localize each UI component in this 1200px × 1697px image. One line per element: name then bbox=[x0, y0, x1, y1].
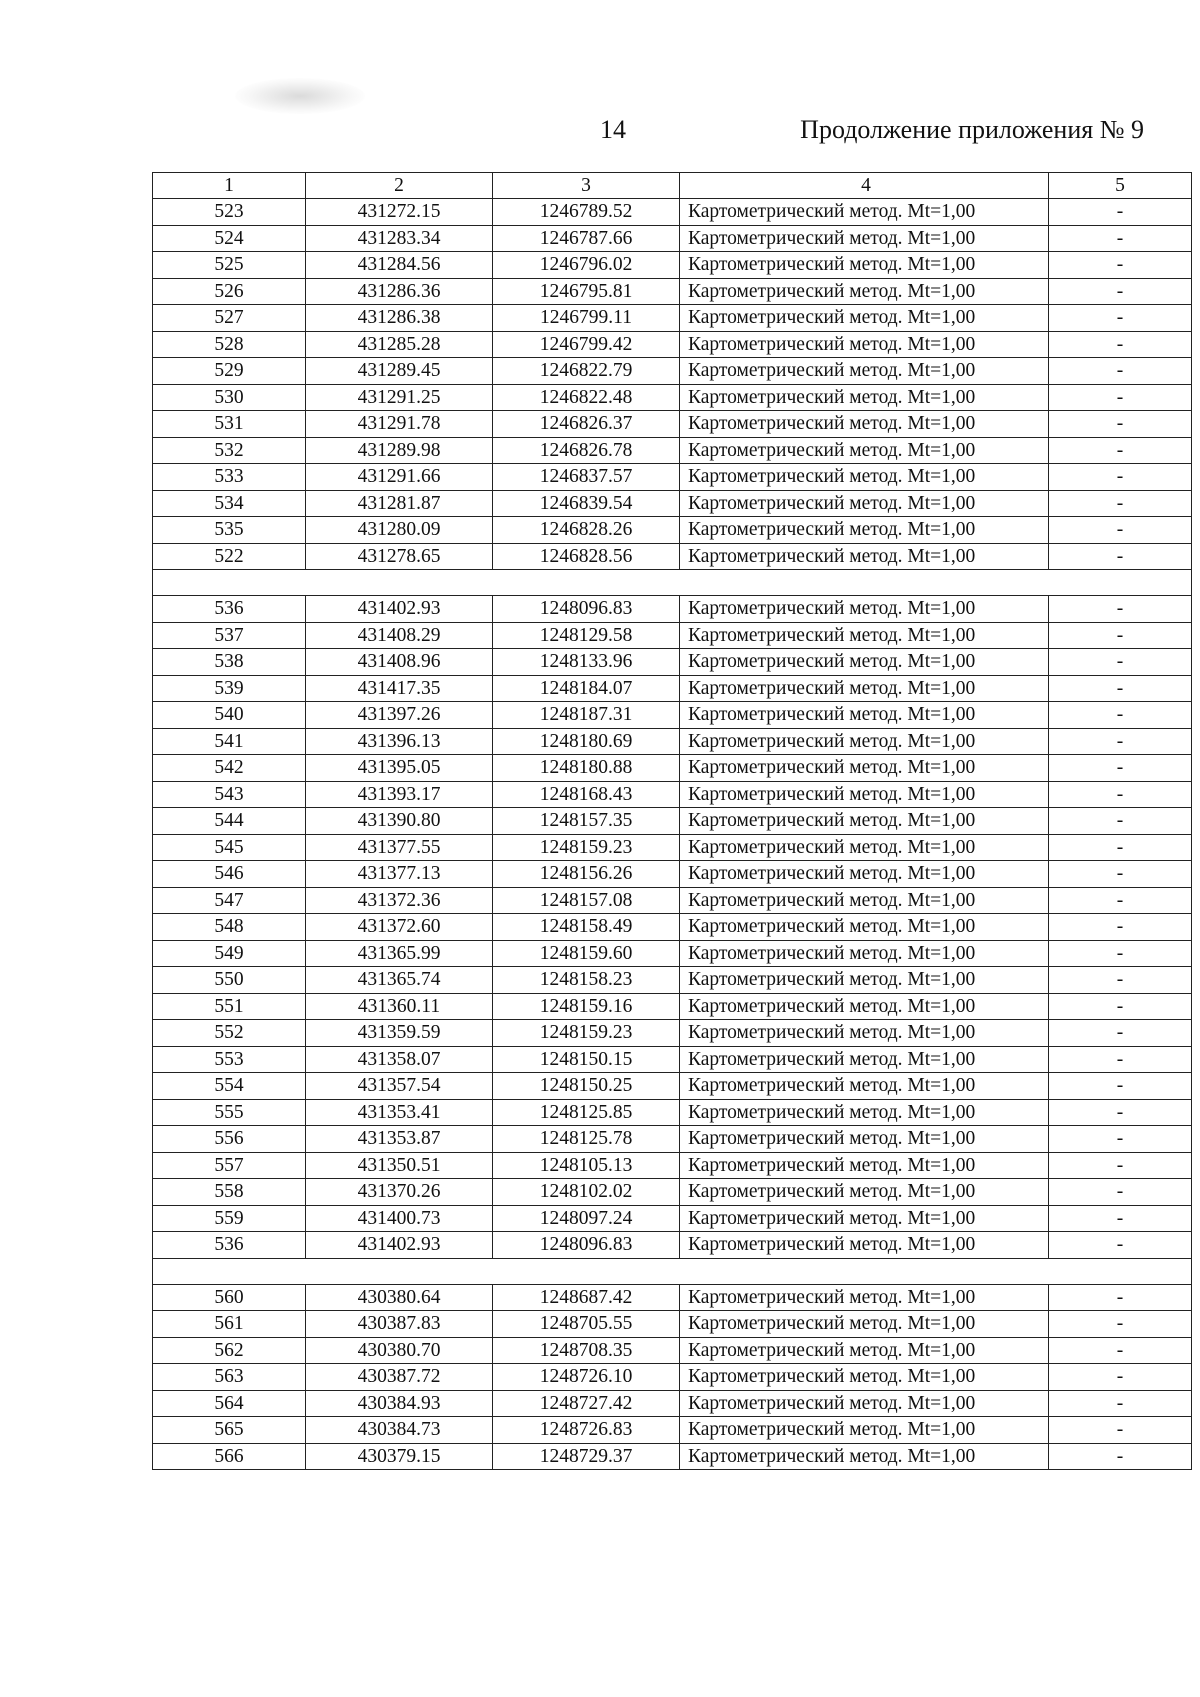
method-cell: Картометрический метод. Mt=1,00 bbox=[680, 755, 1049, 782]
point-number-cell: 557 bbox=[153, 1152, 306, 1179]
x-coordinate-cell: 431285.28 bbox=[306, 331, 493, 358]
point-number-cell: 534 bbox=[153, 490, 306, 517]
note-cell: - bbox=[1049, 490, 1192, 517]
y-coordinate-cell: 1246795.81 bbox=[493, 278, 680, 305]
point-number-cell: 526 bbox=[153, 278, 306, 305]
y-coordinate-cell: 1248133.96 bbox=[493, 649, 680, 676]
point-number-cell: 559 bbox=[153, 1205, 306, 1232]
x-coordinate-cell: 430384.93 bbox=[306, 1390, 493, 1417]
y-coordinate-cell: 1246799.11 bbox=[493, 305, 680, 332]
point-number-cell: 565 bbox=[153, 1417, 306, 1444]
table-row bbox=[153, 517, 1192, 544]
point-number-cell: 561 bbox=[153, 1311, 306, 1338]
group-separator-row bbox=[153, 570, 1192, 596]
y-coordinate-cell: 1248159.23 bbox=[493, 1020, 680, 1047]
coordinates-table bbox=[152, 172, 1192, 1470]
method-cell: Картометрический метод. Mt=1,00 bbox=[680, 993, 1049, 1020]
point-number-cell: 523 bbox=[153, 199, 306, 226]
method-cell: Картометрический метод. Mt=1,00 bbox=[680, 517, 1049, 544]
note-cell: - bbox=[1049, 384, 1192, 411]
column-header: 5 bbox=[1049, 173, 1192, 199]
method-cell: Картометрический метод. Mt=1,00 bbox=[680, 967, 1049, 994]
y-coordinate-cell: 1246837.57 bbox=[493, 464, 680, 491]
y-coordinate-cell: 1248726.10 bbox=[493, 1364, 680, 1391]
y-coordinate-cell: 1248096.83 bbox=[493, 596, 680, 623]
table-row bbox=[153, 1311, 1192, 1338]
point-number-cell: 539 bbox=[153, 675, 306, 702]
y-coordinate-cell: 1248159.60 bbox=[493, 940, 680, 967]
table-row bbox=[153, 411, 1192, 438]
note-cell: - bbox=[1049, 1390, 1192, 1417]
method-cell: Картометрический метод. Mt=1,00 bbox=[680, 225, 1049, 252]
point-number-cell: 553 bbox=[153, 1046, 306, 1073]
x-coordinate-cell: 431353.41 bbox=[306, 1099, 493, 1126]
note-cell: - bbox=[1049, 278, 1192, 305]
table-row bbox=[153, 1364, 1192, 1391]
x-coordinate-cell: 431395.05 bbox=[306, 755, 493, 782]
x-coordinate-cell: 431408.96 bbox=[306, 649, 493, 676]
x-coordinate-cell: 431291.78 bbox=[306, 411, 493, 438]
x-coordinate-cell: 431370.26 bbox=[306, 1179, 493, 1206]
point-number-cell: 551 bbox=[153, 993, 306, 1020]
note-cell: - bbox=[1049, 1205, 1192, 1232]
y-coordinate-cell: 1246787.66 bbox=[493, 225, 680, 252]
table-row bbox=[153, 543, 1192, 570]
method-cell: Картометрический метод. Mt=1,00 bbox=[680, 834, 1049, 861]
x-coordinate-cell: 431350.51 bbox=[306, 1152, 493, 1179]
x-coordinate-cell: 431278.65 bbox=[306, 543, 493, 570]
point-number-cell: 562 bbox=[153, 1337, 306, 1364]
note-cell: - bbox=[1049, 464, 1192, 491]
y-coordinate-cell: 1246828.56 bbox=[493, 543, 680, 570]
x-coordinate-cell: 431358.07 bbox=[306, 1046, 493, 1073]
table-row bbox=[153, 887, 1192, 914]
note-cell: - bbox=[1049, 305, 1192, 332]
x-coordinate-cell: 431360.11 bbox=[306, 993, 493, 1020]
method-cell: Картометрический метод. Mt=1,00 bbox=[680, 331, 1049, 358]
x-coordinate-cell: 431365.74 bbox=[306, 967, 493, 994]
method-cell: Картометрический метод. Mt=1,00 bbox=[680, 1179, 1049, 1206]
y-coordinate-cell: 1246826.78 bbox=[493, 437, 680, 464]
note-cell: - bbox=[1049, 808, 1192, 835]
point-number-cell: 524 bbox=[153, 225, 306, 252]
method-cell: Картометрический метод. Mt=1,00 bbox=[680, 411, 1049, 438]
note-cell: - bbox=[1049, 411, 1192, 438]
column-header: 3 bbox=[493, 173, 680, 199]
x-coordinate-cell: 431289.98 bbox=[306, 437, 493, 464]
point-number-cell: 547 bbox=[153, 887, 306, 914]
table-row bbox=[153, 649, 1192, 676]
x-coordinate-cell: 431377.55 bbox=[306, 834, 493, 861]
table-row bbox=[153, 1205, 1192, 1232]
method-cell: Картометрический метод. Mt=1,00 bbox=[680, 1126, 1049, 1153]
note-cell: - bbox=[1049, 1046, 1192, 1073]
group-separator-cell bbox=[153, 1258, 1192, 1284]
point-number-cell: 536 bbox=[153, 596, 306, 623]
note-cell: - bbox=[1049, 702, 1192, 729]
note-cell: - bbox=[1049, 967, 1192, 994]
x-coordinate-cell: 431365.99 bbox=[306, 940, 493, 967]
x-coordinate-cell: 431286.36 bbox=[306, 278, 493, 305]
x-coordinate-cell: 430384.73 bbox=[306, 1417, 493, 1444]
y-coordinate-cell: 1246828.26 bbox=[493, 517, 680, 544]
note-cell: - bbox=[1049, 781, 1192, 808]
point-number-cell: 542 bbox=[153, 755, 306, 782]
x-coordinate-cell: 431281.87 bbox=[306, 490, 493, 517]
note-cell: - bbox=[1049, 517, 1192, 544]
group-separator-cell bbox=[153, 570, 1192, 596]
table-row bbox=[153, 993, 1192, 1020]
y-coordinate-cell: 1248187.31 bbox=[493, 702, 680, 729]
method-cell: Картометрический метод. Mt=1,00 bbox=[680, 252, 1049, 279]
note-cell: - bbox=[1049, 834, 1192, 861]
column-header: 4 bbox=[680, 173, 1049, 199]
note-cell: - bbox=[1049, 1099, 1192, 1126]
note-cell: - bbox=[1049, 1179, 1192, 1206]
y-coordinate-cell: 1248097.24 bbox=[493, 1205, 680, 1232]
note-cell: - bbox=[1049, 199, 1192, 226]
y-coordinate-cell: 1246799.42 bbox=[493, 331, 680, 358]
note-cell: - bbox=[1049, 755, 1192, 782]
method-cell: Картометрический метод. Mt=1,00 bbox=[680, 1443, 1049, 1470]
table-row bbox=[153, 728, 1192, 755]
point-number-cell: 529 bbox=[153, 358, 306, 385]
x-coordinate-cell: 431372.36 bbox=[306, 887, 493, 914]
method-cell: Картометрический метод. Mt=1,00 bbox=[680, 199, 1049, 226]
y-coordinate-cell: 1248125.85 bbox=[493, 1099, 680, 1126]
method-cell: Картометрический метод. Mt=1,00 bbox=[680, 675, 1049, 702]
note-cell: - bbox=[1049, 1337, 1192, 1364]
point-number-cell: 560 bbox=[153, 1284, 306, 1311]
point-number-cell: 566 bbox=[153, 1443, 306, 1470]
method-cell: Картометрический метод. Mt=1,00 bbox=[680, 861, 1049, 888]
table-row bbox=[153, 1179, 1192, 1206]
x-coordinate-cell: 430387.72 bbox=[306, 1364, 493, 1391]
method-cell: Картометрический метод. Mt=1,00 bbox=[680, 305, 1049, 332]
table-row bbox=[153, 702, 1192, 729]
table-row bbox=[153, 808, 1192, 835]
point-number-cell: 525 bbox=[153, 252, 306, 279]
table-row bbox=[153, 861, 1192, 888]
page-number: 14 bbox=[600, 115, 626, 144]
point-number-cell: 544 bbox=[153, 808, 306, 835]
method-cell: Картометрический метод. Mt=1,00 bbox=[680, 1337, 1049, 1364]
y-coordinate-cell: 1246839.54 bbox=[493, 490, 680, 517]
point-number-cell: 540 bbox=[153, 702, 306, 729]
y-coordinate-cell: 1248156.26 bbox=[493, 861, 680, 888]
method-cell: Картометрический метод. Mt=1,00 bbox=[680, 622, 1049, 649]
method-cell: Картометрический метод. Mt=1,00 bbox=[680, 358, 1049, 385]
y-coordinate-cell: 1248705.55 bbox=[493, 1311, 680, 1338]
y-coordinate-cell: 1248150.25 bbox=[493, 1073, 680, 1100]
x-coordinate-cell: 431408.29 bbox=[306, 622, 493, 649]
table-row bbox=[153, 1126, 1192, 1153]
table-row bbox=[153, 278, 1192, 305]
note-cell: - bbox=[1049, 1311, 1192, 1338]
x-coordinate-cell: 431280.09 bbox=[306, 517, 493, 544]
note-cell: - bbox=[1049, 1284, 1192, 1311]
note-cell: - bbox=[1049, 1020, 1192, 1047]
x-coordinate-cell: 431272.15 bbox=[306, 199, 493, 226]
note-cell: - bbox=[1049, 1073, 1192, 1100]
point-number-cell: 563 bbox=[153, 1364, 306, 1391]
table-row bbox=[153, 1284, 1192, 1311]
y-coordinate-cell: 1246822.48 bbox=[493, 384, 680, 411]
note-cell: - bbox=[1049, 437, 1192, 464]
y-coordinate-cell: 1248687.42 bbox=[493, 1284, 680, 1311]
x-coordinate-cell: 431291.66 bbox=[306, 464, 493, 491]
x-coordinate-cell: 431390.80 bbox=[306, 808, 493, 835]
y-coordinate-cell: 1248726.83 bbox=[493, 1417, 680, 1444]
point-number-cell: 535 bbox=[153, 517, 306, 544]
y-coordinate-cell: 1246796.02 bbox=[493, 252, 680, 279]
method-cell: Картометрический метод. Mt=1,00 bbox=[680, 437, 1049, 464]
y-coordinate-cell: 1248158.23 bbox=[493, 967, 680, 994]
point-number-cell: 545 bbox=[153, 834, 306, 861]
x-coordinate-cell: 431402.93 bbox=[306, 596, 493, 623]
x-coordinate-cell: 431417.35 bbox=[306, 675, 493, 702]
method-cell: Картометрический метод. Mt=1,00 bbox=[680, 1046, 1049, 1073]
method-cell: Картометрический метод. Mt=1,00 bbox=[680, 808, 1049, 835]
note-cell: - bbox=[1049, 675, 1192, 702]
point-number-cell: 552 bbox=[153, 1020, 306, 1047]
point-number-cell: 550 bbox=[153, 967, 306, 994]
scan-artifact bbox=[235, 78, 365, 114]
x-coordinate-cell: 431393.17 bbox=[306, 781, 493, 808]
table-row bbox=[153, 596, 1192, 623]
point-number-cell: 564 bbox=[153, 1390, 306, 1417]
y-coordinate-cell: 1248129.58 bbox=[493, 622, 680, 649]
table-row bbox=[153, 464, 1192, 491]
method-cell: Картометрический метод. Mt=1,00 bbox=[680, 384, 1049, 411]
x-coordinate-cell: 431359.59 bbox=[306, 1020, 493, 1047]
y-coordinate-cell: 1248180.69 bbox=[493, 728, 680, 755]
method-cell: Картометрический метод. Mt=1,00 bbox=[680, 1232, 1049, 1259]
table-row bbox=[153, 437, 1192, 464]
method-cell: Картометрический метод. Mt=1,00 bbox=[680, 464, 1049, 491]
method-cell: Картометрический метод. Mt=1,00 bbox=[680, 1311, 1049, 1338]
method-cell: Картометрический метод. Mt=1,00 bbox=[680, 702, 1049, 729]
y-coordinate-cell: 1248150.15 bbox=[493, 1046, 680, 1073]
table-row bbox=[153, 490, 1192, 517]
table-row bbox=[153, 1046, 1192, 1073]
table-row bbox=[153, 1390, 1192, 1417]
x-coordinate-cell: 431284.56 bbox=[306, 252, 493, 279]
y-coordinate-cell: 1248159.23 bbox=[493, 834, 680, 861]
table-row bbox=[153, 1337, 1192, 1364]
note-cell: - bbox=[1049, 596, 1192, 623]
table-row bbox=[153, 1073, 1192, 1100]
table-row bbox=[153, 225, 1192, 252]
x-coordinate-cell: 431357.54 bbox=[306, 1073, 493, 1100]
method-cell: Картометрический метод. Mt=1,00 bbox=[680, 649, 1049, 676]
note-cell: - bbox=[1049, 225, 1192, 252]
method-cell: Картометрический метод. Mt=1,00 bbox=[680, 1099, 1049, 1126]
point-number-cell: 531 bbox=[153, 411, 306, 438]
point-number-cell: 528 bbox=[153, 331, 306, 358]
table-row bbox=[153, 967, 1192, 994]
note-cell: - bbox=[1049, 649, 1192, 676]
note-cell: - bbox=[1049, 887, 1192, 914]
x-coordinate-cell: 431372.60 bbox=[306, 914, 493, 941]
method-cell: Картометрический метод. Mt=1,00 bbox=[680, 1284, 1049, 1311]
x-coordinate-cell: 430380.70 bbox=[306, 1337, 493, 1364]
table-row bbox=[153, 1099, 1192, 1126]
page-header-title: Продолжение приложения № 9 bbox=[800, 115, 1144, 144]
method-cell: Картометрический метод. Mt=1,00 bbox=[680, 1205, 1049, 1232]
point-number-cell: 548 bbox=[153, 914, 306, 941]
table-row bbox=[153, 1152, 1192, 1179]
table-row bbox=[153, 358, 1192, 385]
method-cell: Картометрический метод. Mt=1,00 bbox=[680, 1417, 1049, 1444]
point-number-cell: 530 bbox=[153, 384, 306, 411]
x-coordinate-cell: 431289.45 bbox=[306, 358, 493, 385]
note-cell: - bbox=[1049, 358, 1192, 385]
y-coordinate-cell: 1248125.78 bbox=[493, 1126, 680, 1153]
note-cell: - bbox=[1049, 940, 1192, 967]
point-number-cell: 546 bbox=[153, 861, 306, 888]
point-number-cell: 536 bbox=[153, 1232, 306, 1259]
method-cell: Картометрический метод. Mt=1,00 bbox=[680, 1390, 1049, 1417]
column-header: 1 bbox=[153, 173, 306, 199]
x-coordinate-cell: 431283.34 bbox=[306, 225, 493, 252]
method-cell: Картометрический метод. Mt=1,00 bbox=[680, 490, 1049, 517]
table-row bbox=[153, 914, 1192, 941]
point-number-cell: 527 bbox=[153, 305, 306, 332]
method-cell: Картометрический метод. Mt=1,00 bbox=[680, 1073, 1049, 1100]
group-separator-row bbox=[153, 1258, 1192, 1284]
x-coordinate-cell: 430387.83 bbox=[306, 1311, 493, 1338]
table-row bbox=[153, 675, 1192, 702]
point-number-cell: 558 bbox=[153, 1179, 306, 1206]
point-number-cell: 537 bbox=[153, 622, 306, 649]
method-cell: Картометрический метод. Mt=1,00 bbox=[680, 728, 1049, 755]
point-number-cell: 533 bbox=[153, 464, 306, 491]
table-row bbox=[153, 199, 1192, 226]
y-coordinate-cell: 1246822.79 bbox=[493, 358, 680, 385]
note-cell: - bbox=[1049, 993, 1192, 1020]
method-cell: Картометрический метод. Mt=1,00 bbox=[680, 1020, 1049, 1047]
table-row bbox=[153, 384, 1192, 411]
note-cell: - bbox=[1049, 1232, 1192, 1259]
y-coordinate-cell: 1248157.35 bbox=[493, 808, 680, 835]
point-number-cell: 555 bbox=[153, 1099, 306, 1126]
x-coordinate-cell: 431400.73 bbox=[306, 1205, 493, 1232]
method-cell: Картометрический метод. Mt=1,00 bbox=[680, 596, 1049, 623]
note-cell: - bbox=[1049, 1152, 1192, 1179]
point-number-cell: 522 bbox=[153, 543, 306, 570]
table-row bbox=[153, 622, 1192, 649]
y-coordinate-cell: 1248157.08 bbox=[493, 887, 680, 914]
y-coordinate-cell: 1248168.43 bbox=[493, 781, 680, 808]
table-header bbox=[153, 173, 1192, 199]
point-number-cell: 543 bbox=[153, 781, 306, 808]
y-coordinate-cell: 1248708.35 bbox=[493, 1337, 680, 1364]
table-body bbox=[153, 199, 1192, 1470]
point-number-cell: 556 bbox=[153, 1126, 306, 1153]
note-cell: - bbox=[1049, 1126, 1192, 1153]
x-coordinate-cell: 430379.15 bbox=[306, 1443, 493, 1470]
x-coordinate-cell: 431397.26 bbox=[306, 702, 493, 729]
y-coordinate-cell: 1248158.49 bbox=[493, 914, 680, 941]
y-coordinate-cell: 1246789.52 bbox=[493, 199, 680, 226]
table-row bbox=[153, 834, 1192, 861]
note-cell: - bbox=[1049, 1364, 1192, 1391]
method-cell: Картометрический метод. Mt=1,00 bbox=[680, 543, 1049, 570]
method-cell: Картометрический метод. Mt=1,00 bbox=[680, 1364, 1049, 1391]
table-row bbox=[153, 1417, 1192, 1444]
header-row bbox=[153, 173, 1192, 199]
point-number-cell: 538 bbox=[153, 649, 306, 676]
note-cell: - bbox=[1049, 914, 1192, 941]
table-row bbox=[153, 1020, 1192, 1047]
x-coordinate-cell: 431377.13 bbox=[306, 861, 493, 888]
table-row bbox=[153, 755, 1192, 782]
point-number-cell: 549 bbox=[153, 940, 306, 967]
y-coordinate-cell: 1248096.83 bbox=[493, 1232, 680, 1259]
x-coordinate-cell: 431396.13 bbox=[306, 728, 493, 755]
note-cell: - bbox=[1049, 1417, 1192, 1444]
table-row bbox=[153, 940, 1192, 967]
table-row bbox=[153, 781, 1192, 808]
table-row bbox=[153, 252, 1192, 279]
method-cell: Картометрический метод. Mt=1,00 bbox=[680, 1152, 1049, 1179]
y-coordinate-cell: 1246826.37 bbox=[493, 411, 680, 438]
note-cell: - bbox=[1049, 252, 1192, 279]
method-cell: Картометрический метод. Mt=1,00 bbox=[680, 887, 1049, 914]
column-header: 2 bbox=[306, 173, 493, 199]
y-coordinate-cell: 1248105.13 bbox=[493, 1152, 680, 1179]
point-number-cell: 532 bbox=[153, 437, 306, 464]
y-coordinate-cell: 1248102.02 bbox=[493, 1179, 680, 1206]
table-row bbox=[153, 305, 1192, 332]
note-cell: - bbox=[1049, 622, 1192, 649]
y-coordinate-cell: 1248184.07 bbox=[493, 675, 680, 702]
method-cell: Картометрический метод. Mt=1,00 bbox=[680, 940, 1049, 967]
y-coordinate-cell: 1248180.88 bbox=[493, 755, 680, 782]
table-row bbox=[153, 1443, 1192, 1470]
note-cell: - bbox=[1049, 861, 1192, 888]
note-cell: - bbox=[1049, 728, 1192, 755]
note-cell: - bbox=[1049, 543, 1192, 570]
note-cell: - bbox=[1049, 1443, 1192, 1470]
x-coordinate-cell: 431291.25 bbox=[306, 384, 493, 411]
method-cell: Картометрический метод. Mt=1,00 bbox=[680, 781, 1049, 808]
note-cell: - bbox=[1049, 331, 1192, 358]
y-coordinate-cell: 1248159.16 bbox=[493, 993, 680, 1020]
table-row bbox=[153, 331, 1192, 358]
x-coordinate-cell: 430380.64 bbox=[306, 1284, 493, 1311]
x-coordinate-cell: 431402.93 bbox=[306, 1232, 493, 1259]
x-coordinate-cell: 431353.87 bbox=[306, 1126, 493, 1153]
table-row bbox=[153, 1232, 1192, 1259]
point-number-cell: 554 bbox=[153, 1073, 306, 1100]
method-cell: Картометрический метод. Mt=1,00 bbox=[680, 914, 1049, 941]
method-cell: Картометрический метод. Mt=1,00 bbox=[680, 278, 1049, 305]
y-coordinate-cell: 1248727.42 bbox=[493, 1390, 680, 1417]
point-number-cell: 541 bbox=[153, 728, 306, 755]
x-coordinate-cell: 431286.38 bbox=[306, 305, 493, 332]
y-coordinate-cell: 1248729.37 bbox=[493, 1443, 680, 1470]
